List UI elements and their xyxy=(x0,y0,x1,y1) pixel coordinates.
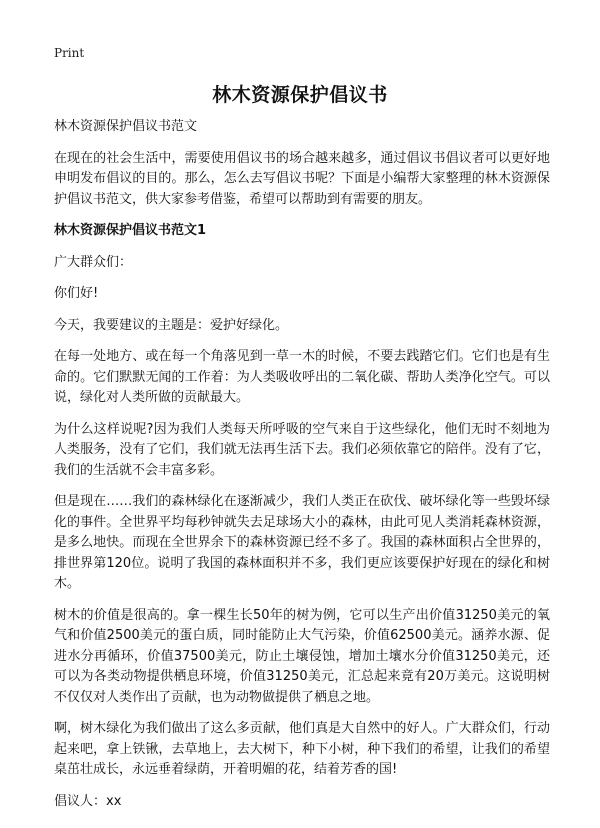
body-paragraph-3: 但是现在……我们的森林绿化在逐渐减少，我们人类正在砍伐、破坏绿化等一些毁坏绿化的事件。全世界平均每秒钟就失去足球场大小的森林，由此可见人类消耗森林资源，是多么地快。而现在全世界余下的森林资源已经不多了。我国的森林面积占全世界的，排世界第120位。说明了我国的森林面积并不多，我们更应该要保护好现在的绿化和树木。 xyxy=(54,494,550,591)
body-paragraph-4: 树木的价值是很高的。拿一棵生长50年的树为例，它可以生产出价值31250美元的氧气和价值2500美元的蛋白质，同时能防止大气污染，价值62500美元。涵养水源、促进水分再循环，价值37500美元，防止土壤侵蚀，增加土壤水分价值31250美元，还可以为各类动物提供栖息环境，价值31250美元，汇总起来竟有20万美元。这说明树不仅仅对人类作出了贡献，也为动物做提供了栖息之地。 xyxy=(54,607,550,705)
section-heading: 林木资源保护倡议书范文1 xyxy=(54,223,207,238)
theme-paragraph: 今天，我要建议的主题是：爱护好绿化。 xyxy=(54,317,289,333)
signature: 倡议人：xx xyxy=(54,793,122,809)
salutation: 广大群众们： xyxy=(54,254,133,270)
intro-paragraph: 在现在的社会生活中，需要使用倡议书的场合越来越多，通过倡议书倡议者可以更好地申明发布倡议的目的。那么，怎么去写倡议书呢？下面是小编帮大家整理的林木资源保护倡议书范文，供大家参考借鉴，希望可以帮助到有需要的朋友。 xyxy=(54,150,550,207)
body-paragraph-5: 啊，树木绿化为我们做出了这么多贡献，他们真是大自然中的好人。广大群众们，行动起来吧，拿上铁锹，去草地上，去大树下，种下小树，种下我们的希望，让我们的希望桌茁壮成长，永远垂着绿荫，开着明媚的花，结着芳香的国! xyxy=(54,721,550,777)
body-paragraph-1: 在每一处地方、或在每一个角落见到一草一木的时候，不要去践踏它们。它们也是有生命的。它们默默无闻的工作着：为人类吸收呼出的二氧化碳、帮助人类净化空气。可以说，绿化对人类所做的贡献最大。 xyxy=(54,349,550,405)
body-paragraph-2: 为什么这样说呢?因为我们人类每天所呼吸的空气来自于这些绿化，他们无时不刻地为人类服务，没有了它们，我们就无法再生活下去。我们必须依靠它的陪伴。没有了它，我们的生活就不会丰富多彩。 xyxy=(54,421,550,478)
document-subtitle: 林木资源保护倡议书范文 xyxy=(54,119,198,134)
document-body xyxy=(54,117,550,812)
document-title: 林木资源保护倡议书 xyxy=(212,84,388,106)
print-label: Print xyxy=(54,46,85,60)
greeting: 你们好! xyxy=(54,286,99,301)
